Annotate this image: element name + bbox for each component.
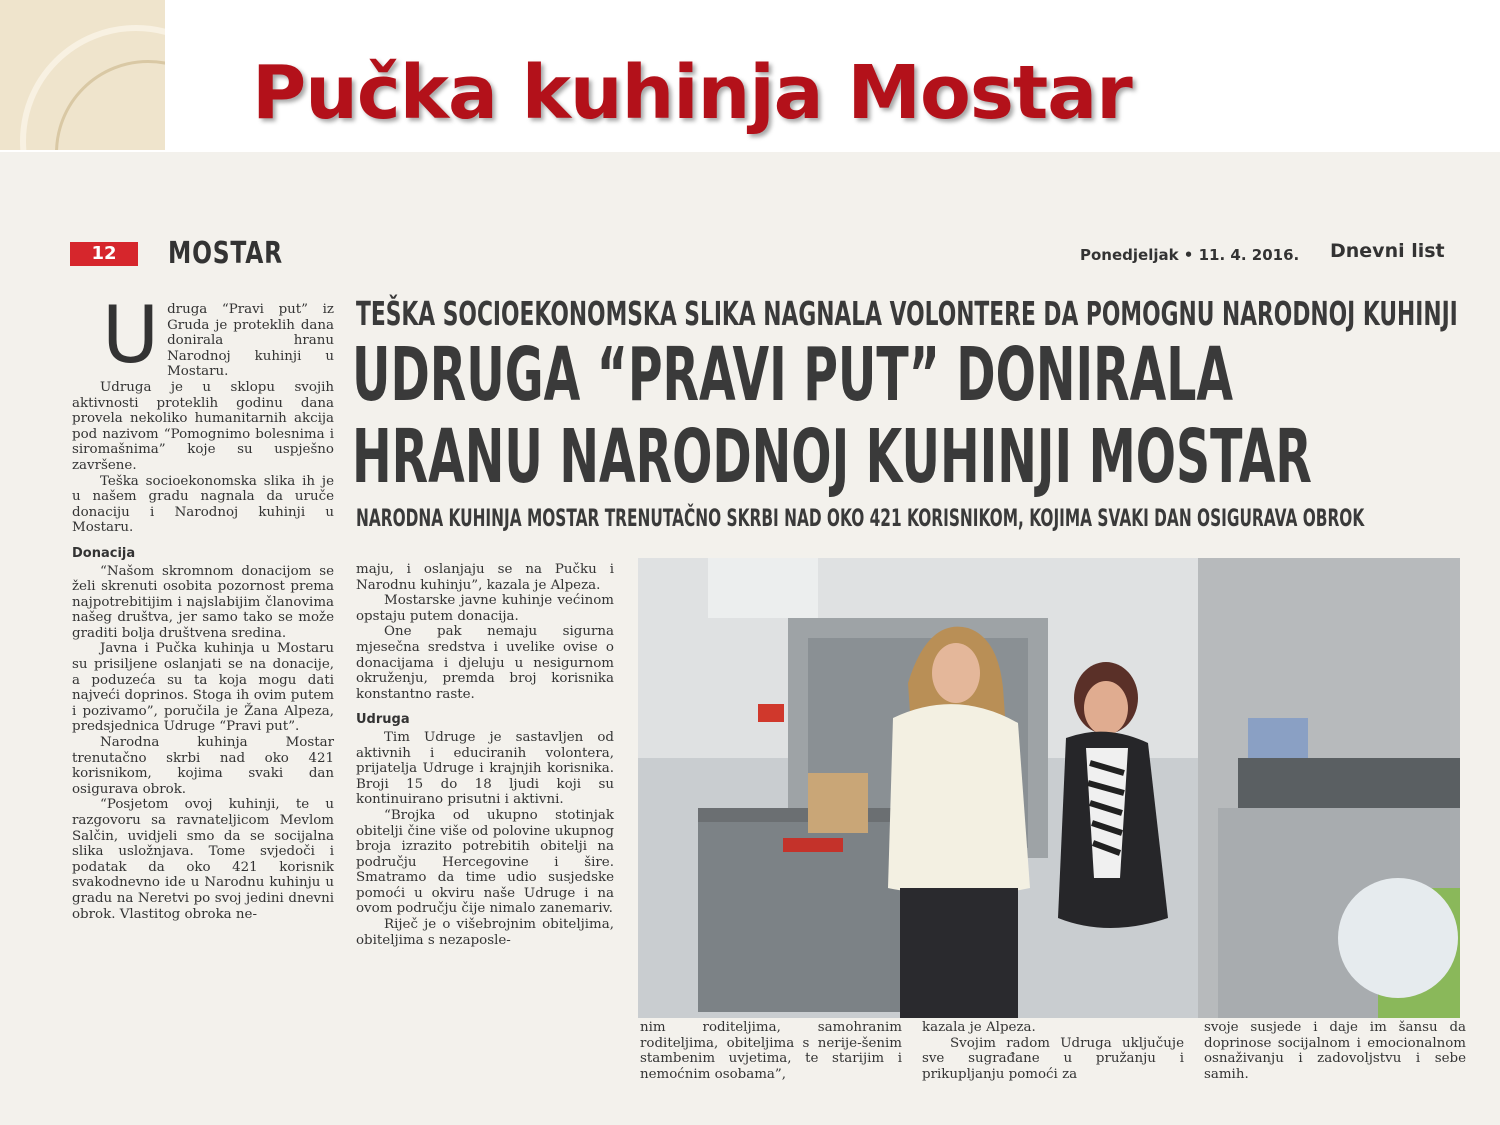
article-kicker: TEŠKA SOCIOEKONOMSKA SLIKA NAGNALA VOLONTERE DA POMOGNU NARODNOJ KUHINJI [356, 294, 1458, 333]
article-bottom-column-3 [1204, 1020, 1466, 1082]
page-number-tag: 12 [70, 242, 138, 266]
section-name: MOSTAR [168, 236, 283, 271]
article-headline [352, 334, 1312, 498]
drop-cap: U [102, 291, 160, 381]
kitchen-photo-illustration [638, 558, 1460, 1018]
paragraph: druga “Pravi put” iz Gruda je proteklih dana donirala hranu Narodnoj kuhinji u Mostaru. [167, 302, 334, 380]
newspaper-name: Dnevni list [1330, 240, 1445, 262]
article-column-2 [356, 562, 614, 948]
paragraph: “Posjetom ovoj kuhinji, te u razgovoru sa ravnateljicom Mevlom Salčin, uvidjeli smo da se socijalna slika usložnjava. Tome svjedoči i podatak da oko 421 korisnik svakodnevno ide u Narodnu kuhinju u gradu na Neretvi po svoj jedini dnevni obrok. Vlastitog obroka ne- [72, 797, 334, 922]
paragraph: “Našom skromnom donacijom se želi skrenuti osobita pozornost prema najpotrebitijim i najslabijim članovima našeg društva, jer samo tako se može graditi bolja društvena sredina. [72, 563, 334, 641]
column-subheading: Donacija [72, 545, 136, 561]
paragraph: Svojim radom Udruga uključuje sve sugrađane u pružanju i prikupljanju pomoći za [922, 1035, 1184, 1082]
article-subhead: NARODNA KUHINJA MOSTAR TRENUTAČNO SKRBI NAD OKO 421 KORISNIKOM, KOJIMA SVAKI DAN OSIGURAVA OBROK [356, 504, 1365, 532]
issue-date: Ponedjeljak • 11. 4. 2016. [1080, 246, 1300, 264]
paragraph: maju, i oslanjaju se na Pučku i Narodnu kuhinju”, kazala je Alpeza. [356, 562, 614, 593]
paragraph: nim roditeljima, samohranim roditeljima, obiteljima s nerije-šenim stambenim uvjetima, te starijim i nemoćnim osobama”, [640, 1020, 902, 1082]
paragraph: svoje susjede i daje im šansu da doprinose socijalnom i emocionalnom osnaživanju i zadovoljstvu i sebe samih. [1204, 1020, 1466, 1082]
paragraph: Riječ je o višebrojnim obiteljima, obiteljima s nezaposle- [356, 917, 614, 948]
newspaper-clipping [0, 152, 1500, 1125]
paragraph: Mostarske javne kuhinje većinom opstaju putem donacija. [356, 593, 614, 624]
paragraph: kazala je Alpeza. [922, 1020, 1036, 1035]
paragraph: Tim Udruge je sastavljen od aktivnih i educiranih volontera, prijatelja Udruge i krajnjih korisnika. Broji 15 do 18 ljudi koji su kontinuirano prisutni i aktivni. [356, 729, 614, 808]
paragraph: Narodna kuhinja Mostar trenutačno skrbi nad oko 421 korisnikom, kojima svaki dan osigurava obrok. [72, 735, 334, 797]
decorative-corner [0, 0, 165, 150]
article-column-1 [72, 291, 334, 922]
paragraph: Javna i Pučka kuhinja u Mostaru su prisiljene oslanjati se na donacije, a poduzeća su ta koja mogu dati najveći doprinos. Stoga ih ovim putem i pozivamo”, poručila je Žana Alpeza, predsjednica Udruge “Pravi put”. [72, 641, 334, 735]
headline-line-2: HRANU NARODNOJ KUHINJI MOSTAR [352, 414, 1312, 500]
newspaper-header-band [70, 238, 1460, 270]
article-photo [638, 558, 1460, 1018]
paragraph: One pak nemaju sigurna mjesečna sredstva i uvelike ovise o donacijama i djeluju u nesigurnom okruženju, premda broj korisnika konstantno raste. [356, 624, 614, 702]
article-bottom-column-1 [640, 1020, 902, 1082]
slide-title: Pučka kuhinja Mostar [252, 50, 1132, 136]
column-subheading: Udruga [356, 712, 410, 728]
paragraph: Udruga je u sklopu svojih aktivnosti proteklih godinu dana provela nekoliko humanitarnih akcija pod nazivom “Pomognimo bolesnima i siromašnima” koje su uspješno završene. [72, 379, 334, 473]
article-bottom-column-2 [922, 1020, 1184, 1082]
paragraph: “Brojka od ukupno stotinjak obitelji čine više od polovine ukupnog broja izrazito potrebitih obitelji na području Hercegovine i šire. Smatramo da time udio susjedske pomoći u okviru naše Udruge i na ovom području čije nimalo zanemariv. [356, 807, 614, 917]
headline-line-1: UDRUGA “PRAVI PUT” DONIRALA [352, 332, 1234, 418]
paragraph: Teška socioekonomska slika ih je u našem gradu nagnala da uruče donaciju i Narodnoj kuhinji u Mostaru. [72, 473, 334, 536]
